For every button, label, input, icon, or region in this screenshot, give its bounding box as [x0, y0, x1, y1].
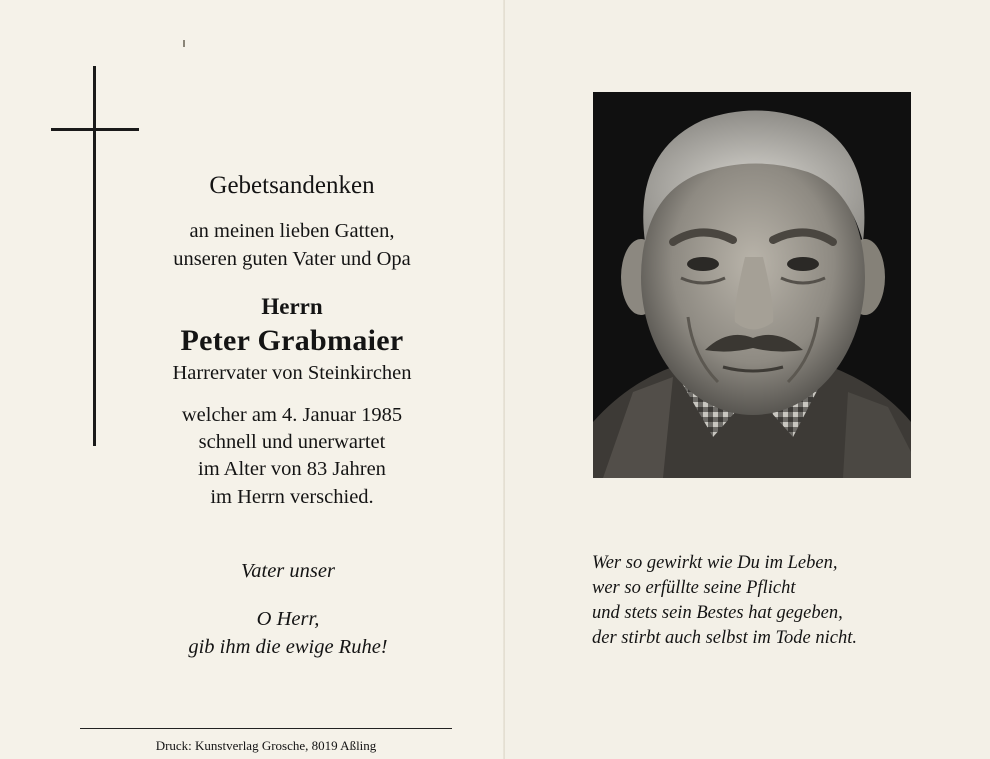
deceased-name: Peter Grabmaier — [180, 324, 404, 357]
poem-line: Wer so gewirkt wie Du im Leben, — [592, 553, 838, 573]
honorific: Herrn — [261, 294, 323, 319]
poem-line: wer so erfüllte seine Pflicht — [592, 578, 796, 598]
poem-line: und stets sein Bestes hat gegeben, — [592, 603, 843, 623]
petition-line: gib ihm die ewige Ruhe! — [188, 636, 388, 658]
deceased-descriptor: Harrervater von Steinkirchen — [172, 362, 412, 384]
death-line: welcher am 4. Januar 1985 — [181, 404, 403, 426]
petition-line: O Herr, — [256, 608, 320, 630]
cross-icon-bar — [51, 128, 139, 131]
memorial-poem — [592, 551, 982, 651]
poem-line: der stirbt auch selbst im Tode nicht. — [592, 628, 857, 648]
paper-speck — [183, 40, 185, 47]
death-line: im Alter von 83 Jahren — [198, 458, 386, 480]
address-line: an meinen lieben Gatten, — [189, 220, 395, 242]
printer-credit: Druck: Kunstverlag Grosche, 8019 Aßling — [155, 738, 377, 753]
address-line: unseren guten Vater und Opa — [173, 248, 411, 270]
footer-rule — [80, 728, 452, 729]
prayer-heading: Vater unser — [241, 560, 335, 582]
card-title: Gebetsandenken — [209, 172, 375, 199]
death-line: im Herrn verschied. — [210, 486, 374, 508]
portrait-photo — [593, 92, 911, 478]
death-line: schnell und unerwartet — [198, 431, 386, 453]
